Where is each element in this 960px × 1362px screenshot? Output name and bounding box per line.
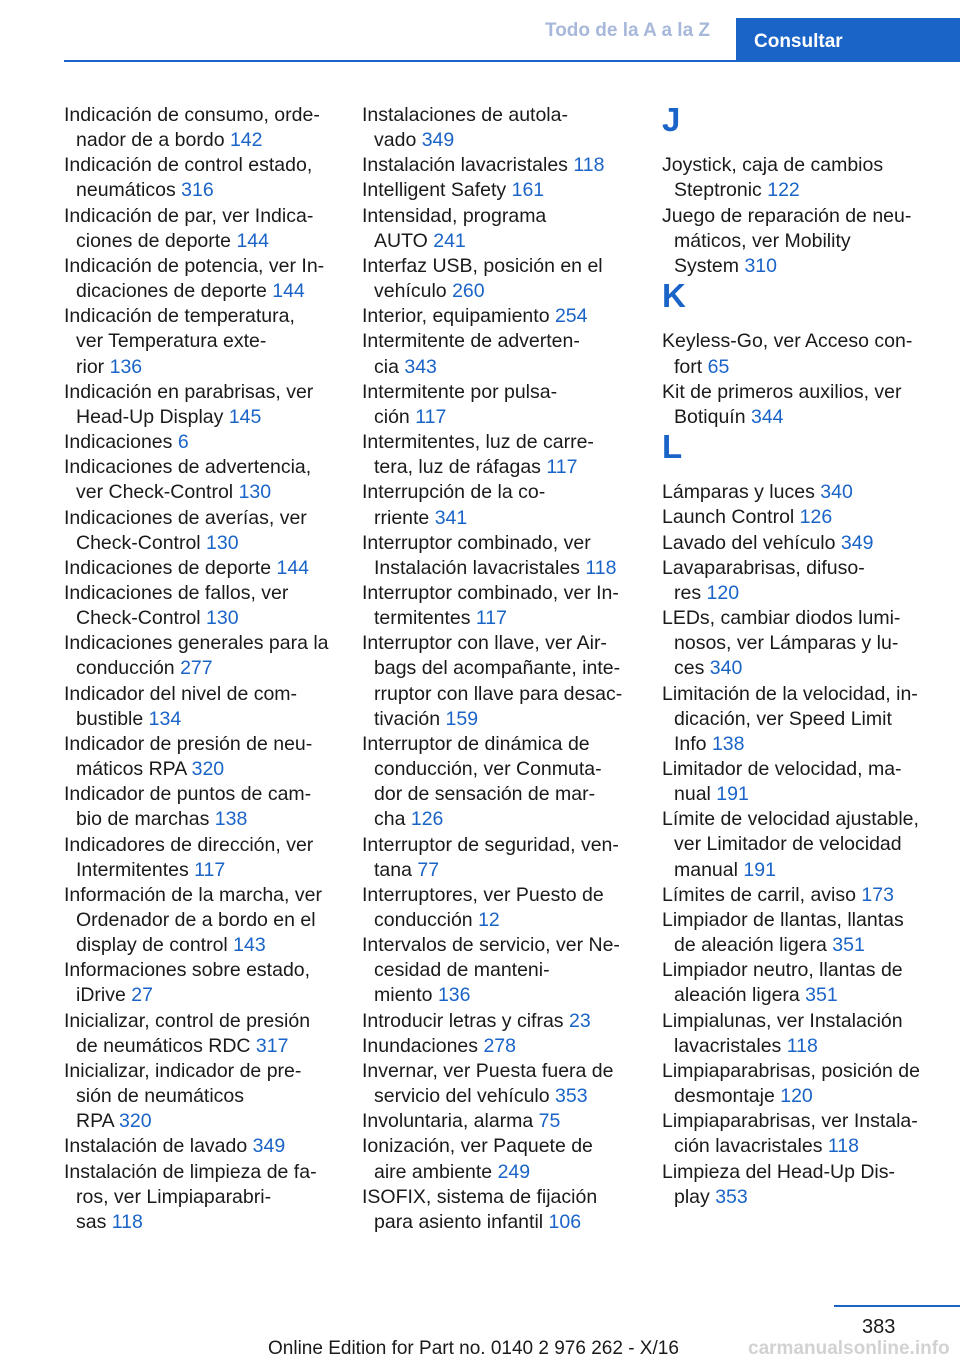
index-column-1	[64, 103, 340, 1235]
page-reference-link[interactable]: 117	[415, 405, 447, 428]
page-reference-link[interactable]: 122	[767, 179, 800, 202]
page-reference-link[interactable]: 277	[180, 657, 213, 680]
page-reference-link[interactable]: 120	[780, 1085, 813, 1108]
index-entry	[64, 556, 340, 581]
page-reference-link[interactable]: 118	[111, 1210, 143, 1233]
index-entry	[64, 1059, 340, 1134]
page-reference-link[interactable]: 12	[478, 909, 500, 931]
page-reference-link[interactable]: 65	[707, 355, 730, 378]
page-reference-link[interactable]: 241	[433, 229, 466, 252]
index-entry	[64, 430, 340, 455]
page-reference-link[interactable]: 77	[417, 858, 440, 881]
page-reference-link[interactable]: 27	[131, 984, 153, 1007]
index-entry-text: Introducir letras y cifras	[362, 1009, 569, 1032]
index-entry	[662, 958, 932, 1008]
page-reference-link[interactable]: 130	[206, 607, 239, 630]
index-entry	[362, 531, 642, 581]
page-reference-link[interactable]: 136	[437, 984, 471, 1007]
index-entry	[362, 1009, 642, 1034]
page-reference-link[interactable]: 317	[255, 1034, 289, 1057]
page-reference-link[interactable]: 320	[119, 1110, 152, 1133]
index-column-3	[662, 103, 932, 1210]
page-reference-link[interactable]: 145	[228, 405, 262, 428]
index-entry	[362, 153, 642, 178]
edition-note: Online Edition for Part no. 0140 2 976 262 - X/16	[268, 1338, 679, 1359]
page-reference-link[interactable]: 341	[434, 506, 468, 529]
index-entry-text: Instalaciones de autola- vado	[362, 104, 568, 152]
index-entry-text: Interruptor combinado, ver In- termitentes	[362, 581, 619, 630]
header-rule	[64, 60, 736, 62]
index-entry	[662, 531, 932, 556]
index-entry	[662, 329, 932, 379]
index-column-2	[362, 103, 642, 1235]
page-reference-link[interactable]: 349	[252, 1135, 286, 1158]
index-entry	[662, 883, 932, 908]
index-entry	[362, 732, 642, 833]
index-entry-text: ISOFIX, sistema de fijación para asiento infantil	[362, 1185, 598, 1233]
page-reference-link[interactable]: 173	[861, 883, 894, 906]
index-entry	[362, 430, 642, 480]
page-reference-link[interactable]: 349	[421, 129, 455, 152]
index-entry	[362, 1059, 642, 1109]
index-entry-text: Interruptores, ver Puesto de conducción	[362, 883, 604, 931]
page-number: 383	[862, 1316, 896, 1338]
index-entry-text: Limpieza del Head-Up Dis- play	[662, 1160, 896, 1208]
page-reference-link[interactable]: 344	[750, 405, 784, 428]
index-entry-text: Indicación de temperatura, ver Temperatura exte- rior	[64, 305, 295, 378]
index-entry	[64, 682, 340, 732]
page-reference-link[interactable]: 117	[546, 456, 578, 479]
index-entry	[662, 380, 932, 430]
tab-consultar[interactable]: Consultar	[736, 18, 960, 62]
index-entry-text: Indicaciones	[64, 431, 178, 454]
page-header	[0, 0, 960, 62]
page-reference-link[interactable]: 191	[716, 783, 749, 806]
index-entry	[662, 480, 932, 505]
index-entry	[64, 1009, 340, 1059]
index-entry-text: Intelligent Safety	[362, 179, 512, 202]
page-reference-link[interactable]: 316	[181, 179, 214, 202]
page-reference-link[interactable]: 118	[827, 1135, 859, 1158]
page-reference-link[interactable]: 351	[805, 984, 838, 1007]
index-entry	[362, 103, 642, 153]
index-entry	[64, 304, 340, 379]
page-reference-link[interactable]: 138	[711, 732, 745, 755]
footer-rule	[834, 1305, 960, 1307]
index-entry	[362, 329, 642, 379]
index-entry	[362, 1034, 642, 1059]
page-reference-link[interactable]: 340	[709, 657, 743, 680]
index-entry	[64, 153, 340, 203]
page-reference-link[interactable]: 106	[548, 1210, 582, 1233]
index-entry-text: Intermitente por pulsa- ción	[362, 380, 558, 428]
page-reference-link[interactable]: 351	[832, 934, 865, 957]
index-entry-text: Keyless-Go, ver Acceso con- fort	[662, 330, 913, 378]
index-entry-text: Indicaciones de advertencia, ver Check-Control	[64, 456, 312, 504]
index-entry-text: Intermitentes, luz de carre- tera, luz de ráfagas	[362, 431, 594, 479]
index-letter-heading: L	[662, 428, 683, 465]
index-entry-text: Indicación de potencia, ver In- dicaciones de deporte	[64, 254, 325, 303]
index-entry-text: Interrupción de la co- rriente	[362, 481, 546, 529]
index-entry	[64, 1134, 340, 1159]
index-entry	[662, 505, 932, 530]
index-entry-text: LEDs, cambiar diodos lumi- nosos, ver Lámparas y lu- ces	[662, 607, 901, 680]
page-reference-link[interactable]: 130	[206, 531, 239, 554]
index-entry-text: Interior, equipamiento	[362, 305, 555, 328]
index-entry-text: Indicación de par, ver Indica- ciones de deporte	[64, 204, 314, 252]
index-entry-text: Limpiaparabrisas, ver Instala- ción lavacristales	[662, 1110, 918, 1158]
index-entry	[662, 556, 932, 606]
index-entry	[662, 682, 932, 757]
index-entry	[362, 833, 642, 883]
index-entry	[362, 631, 642, 732]
index-entry-text: Indicaciones de averías, ver Check-Control	[64, 506, 307, 554]
index-entry-text: Invernar, ver Puesta fuera de servicio del vehículo	[362, 1059, 614, 1108]
page-reference-link[interactable]: 161	[511, 179, 545, 202]
index-entry-text: Juego de reparación de neu- máticos, ver Mobility System	[662, 204, 912, 277]
index-entry	[64, 204, 340, 254]
index-entry	[64, 883, 340, 958]
page-reference-link[interactable]: 126	[799, 506, 833, 529]
page-reference-link[interactable]: 343	[404, 355, 437, 378]
index-entry-text: Intensidad, programa AUTO	[362, 204, 547, 252]
index-entry	[362, 581, 642, 631]
index-entry	[662, 606, 932, 681]
index-entry	[64, 958, 340, 1008]
index-entry-text: Ionización, ver Paquete de aire ambiente	[362, 1135, 593, 1183]
page-reference-link[interactable]: 126	[410, 808, 444, 831]
index-entry-text: Inicializar, indicador de pre- sión de neumáticos RPA	[64, 1059, 302, 1133]
index-entry	[64, 581, 340, 631]
index-entry	[64, 631, 340, 681]
page-reference-link[interactable]: 117	[475, 607, 507, 630]
index-entry	[64, 103, 340, 153]
index-entry-text: Indicaciones generales para la conducción	[64, 632, 329, 680]
index-entry	[362, 380, 642, 430]
index-entry-text: Indicaciones de fallos, ver Check-Control	[64, 581, 289, 630]
index-entry-text: Limpiaparabrisas, posición de desmontaje	[662, 1059, 920, 1108]
page-reference-link[interactable]: 130	[238, 481, 272, 504]
index-entry-text: Indicadores de dirección, ver Intermitentes	[64, 833, 314, 881]
page-reference-link[interactable]: 6	[177, 431, 189, 454]
index-entry	[64, 455, 340, 505]
index-entry-text: Informaciones sobre estado, iDrive	[64, 959, 311, 1007]
page-reference-link[interactable]: 254	[554, 305, 588, 328]
index-entry-text: Indicador de presión de neu- máticos RPA	[64, 732, 313, 781]
index-entry-text: Interruptor combinado, ver Instalación lavacristales	[362, 531, 591, 579]
index-entry	[64, 254, 340, 304]
index-entry	[362, 883, 642, 933]
index-entry	[64, 506, 340, 556]
index-entry	[662, 204, 932, 279]
index-entry-text: Indicaciones de deporte	[64, 556, 277, 579]
page-reference-link[interactable]: 353	[715, 1185, 748, 1208]
index-entry-text: Límite de velocidad ajustable, ver Limitador de velocidad manual	[662, 808, 919, 881]
page-reference-link[interactable]: 340	[820, 481, 853, 504]
index-entry	[662, 1059, 932, 1109]
index-entry	[64, 732, 340, 782]
index-letter-heading: J	[662, 101, 681, 138]
page-reference-link[interactable]: 260	[452, 280, 485, 303]
index-entry-text: Interfaz USB, posición en el vehículo	[362, 254, 603, 303]
page-reference-link[interactable]: 120	[706, 581, 740, 604]
index-entry	[64, 782, 340, 832]
index-entry-text: Interruptor de seguridad, ven- tana	[362, 833, 619, 881]
index-entry-text: Involuntaria, alarma	[362, 1110, 539, 1133]
index-entry-text: Inundaciones	[362, 1034, 484, 1057]
page-reference-link[interactable]: 144	[276, 556, 310, 579]
page-reference-link[interactable]: 249	[497, 1160, 531, 1183]
index-entry-text: Launch Control	[662, 506, 800, 529]
page-reference-link[interactable]: 134	[148, 707, 182, 730]
page-reference-link[interactable]: 310	[744, 254, 777, 277]
page-reference-link[interactable]: 117	[194, 858, 226, 881]
index-entry-text: Interruptor con llave, ver Air- bags del acompañante, inte- rruptor con llave para desac- tivación	[362, 632, 623, 730]
index-entry-text: Instalación de lavado	[64, 1135, 253, 1158]
page-reference-link[interactable]: 23	[568, 1009, 591, 1032]
index-entry	[662, 757, 932, 807]
index-entry-text: Limpiador neutro, llantas de aleación ligera	[662, 959, 903, 1007]
index-entry	[64, 1160, 340, 1235]
index-entry-text: Lámparas y luces	[662, 481, 821, 504]
page-reference-link[interactable]: 142	[229, 129, 263, 152]
index-entry-text: Interruptor de dinámica de conducción, ver Conmuta- dor de sensación de mar- cha	[362, 732, 602, 831]
page-reference-link[interactable]: 349	[840, 531, 874, 554]
index-entry	[662, 807, 932, 882]
page-reference-link[interactable]: 278	[483, 1034, 516, 1057]
index-entry	[64, 833, 340, 883]
page-reference-link[interactable]: 75	[538, 1110, 561, 1133]
index-entry-text: Instalación lavacristales	[362, 154, 574, 177]
page-reference-link[interactable]: 353	[555, 1085, 588, 1108]
page-reference-link[interactable]: 320	[191, 758, 225, 781]
page-reference-link[interactable]: 136	[109, 355, 143, 378]
index-entry-text: Límites de carril, aviso	[662, 883, 862, 906]
page-reference-link[interactable]: 144	[272, 280, 305, 303]
watermark: carmanualsonline.info	[748, 1338, 950, 1359]
index-entry	[362, 1134, 642, 1184]
index-entry	[362, 1109, 642, 1134]
page-reference-link[interactable]: 138	[214, 808, 248, 831]
index-entry	[362, 204, 642, 254]
index-entry-text: Lavado del vehículo	[662, 531, 841, 554]
page-reference-link[interactable]: 144	[236, 229, 269, 252]
page-reference-link[interactable]: 118	[585, 556, 617, 579]
index-entry-text: Indicación de consumo, orde- nador de a bordo	[64, 104, 320, 152]
index-entry-text: Información de la marcha, ver Ordenador de a bordo en el display de control	[64, 883, 322, 957]
index-entry-text: Inicializar, control de presión de neumáticos RDC	[64, 1009, 311, 1057]
index-entry-text: Intervalos de servicio, ver Ne- cesidad de manteni- miento	[362, 934, 620, 1007]
index-entry	[662, 1160, 932, 1210]
index-entry	[362, 178, 642, 203]
page-reference-link[interactable]: 118	[573, 154, 605, 177]
index-entry-text: Indicación en parabrisas, ver Head-Up Display	[64, 380, 314, 428]
index-entry-text: Joystick, caja de cambios Steptronic	[662, 154, 884, 202]
index-entry-text: Limpiador de llantas, llantas de aleación ligera	[662, 908, 904, 957]
index-entry-text: Indicación de control estado, neumáticos	[64, 154, 313, 202]
page-reference-link[interactable]: 191	[743, 858, 776, 881]
index-entry	[662, 153, 932, 203]
page-reference-link[interactable]: 159	[445, 707, 479, 730]
index-entry	[662, 1109, 932, 1159]
index-entry-text: Limitador de velocidad, ma- nual	[662, 758, 902, 806]
index-entry-text: Intermitente de adverten- cia	[362, 330, 580, 378]
index-entry-text: Limpialunas, ver Instalación lavacristales	[662, 1009, 903, 1057]
index-entry-text: Indicador de puntos de cam- bio de marchas	[64, 783, 312, 831]
index-entry	[662, 908, 932, 958]
index-entry	[362, 254, 642, 304]
index-entry	[362, 304, 642, 329]
section-breadcrumb[interactable]: Todo de la A a la Z	[545, 20, 711, 41]
index-entry	[662, 1009, 932, 1059]
index-entry	[64, 380, 340, 430]
index-letter-heading: K	[662, 277, 686, 315]
index-entry-text: Limitación de la velocidad, in- dicación, ver Speed Limit Info	[662, 682, 918, 755]
index-entry-text: Instalación de limpieza de fa- ros, ver Limpiaparabri- sas	[64, 1160, 317, 1233]
index-entry-text: Lavaparabrisas, difuso- res	[662, 556, 865, 604]
page-reference-link[interactable]: 118	[786, 1034, 818, 1057]
index-entry	[362, 933, 642, 1008]
index-entry-text: Kit de primeros auxilios, ver Botiquín	[662, 380, 902, 428]
page-reference-link[interactable]: 143	[233, 934, 266, 957]
index-entry	[362, 1185, 642, 1235]
index-entry	[362, 480, 642, 530]
index-entry-text: Indicador del nivel de com- bustible	[64, 682, 298, 730]
